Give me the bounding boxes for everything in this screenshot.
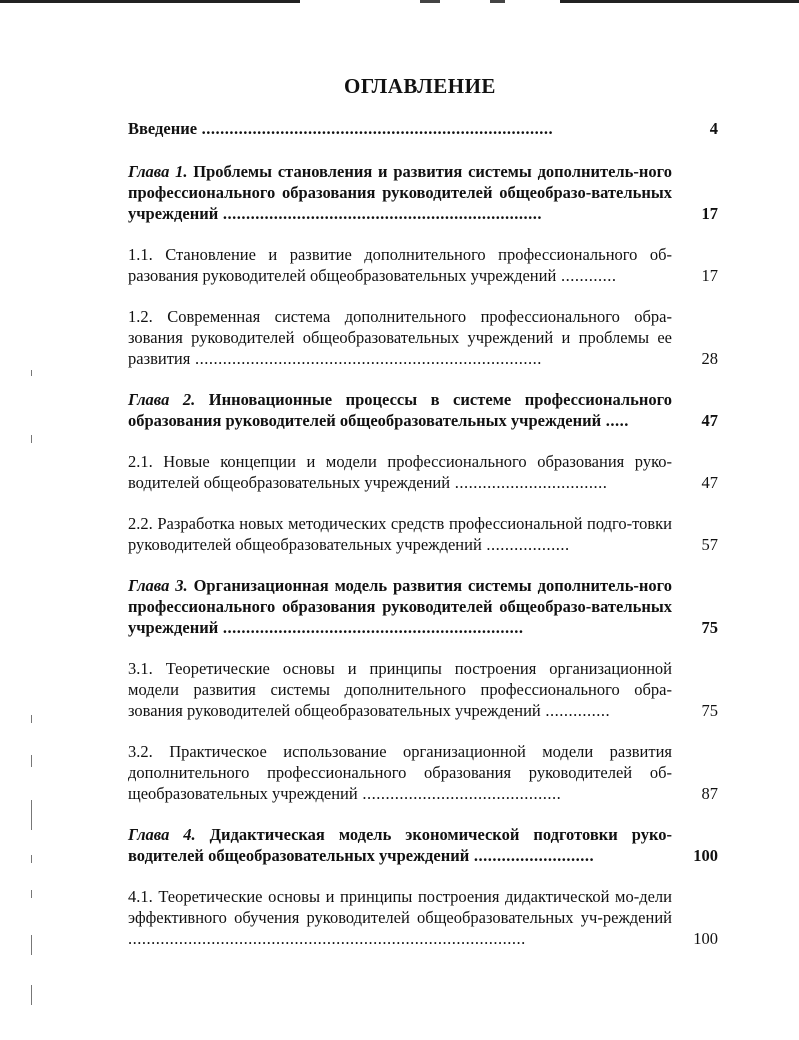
toc-entry-chapter-2[interactable] xyxy=(128,389,718,431)
toc-page-number: 28 xyxy=(701,349,718,368)
toc-leader-dots: ............ xyxy=(556,266,617,285)
toc-entry-text xyxy=(128,389,672,431)
toc-leader-dots: .............. xyxy=(540,701,611,720)
toc-entry-title: 3.1. Теоретические основы и принципы построения организационной модели развития системы дополнительного профессионального обра-зования руководителей общеобразовательных учреждений xyxy=(128,659,672,720)
toc-page-number: 75 xyxy=(701,618,718,637)
toc-entry-text xyxy=(128,886,672,949)
toc-entry-text xyxy=(128,161,672,224)
toc-entry-title: 4.1. Теоретические основы и принципы построения дидактической мо-дели эффективного обучения руководителей общеобразовательных уч-реждений xyxy=(128,887,672,927)
toc-entry-section-2-2[interactable] xyxy=(128,513,718,555)
toc-entry-text xyxy=(128,741,672,804)
toc-entry-text xyxy=(128,513,672,555)
toc-chapter-label: Глава 3. xyxy=(128,576,188,595)
toc-entry-section-3-1[interactable] xyxy=(128,658,718,721)
toc-entry-title: Проблемы становления и развития системы дополнитель-ного профессионального образования руководителей общеобразо-вательных учреждений xyxy=(128,162,672,223)
toc-page-number: 57 xyxy=(701,535,718,554)
toc-entry-text xyxy=(128,658,672,721)
toc-leader-dots: ................................. xyxy=(450,473,608,492)
toc-entry-chapter-3[interactable] xyxy=(128,575,718,638)
toc-leader-dots: .......................... xyxy=(469,846,595,865)
toc-entry-title: Инновационные процессы в системе профессионального образования руководителей общеобразовательных учреждений xyxy=(128,390,672,430)
toc-entry-title: 2.1. Новые концепции и модели профессионального образования руко-водителей общеобразовательных учреждений xyxy=(128,452,672,492)
toc-entry-title: Введение xyxy=(128,119,198,138)
toc-leader-dots: .................. xyxy=(481,535,570,554)
toc-entry-title: 2.2. Разработка новых методических средств профессиональной подго-товки руководителей общеобразовательных учреждений xyxy=(128,514,672,554)
toc-entry-title: 1.2. Современная система дополнительного профессионального обра-зования руководителей общеобразовательных учреждений и проблемы ее развития xyxy=(128,307,672,368)
toc-entry-section-2-1[interactable] xyxy=(128,451,718,493)
toc-leader-dots: ........................................... xyxy=(357,784,562,803)
toc-chapter-label: Глава 1. xyxy=(128,162,188,181)
toc-entry-text xyxy=(128,306,672,369)
scan-margin-specks xyxy=(28,360,36,1040)
toc-entry-section-1-2[interactable] xyxy=(128,306,718,369)
toc-entry-title: 1.1. Становление и развитие дополнительного профессионального об-разования руководителей общеобразовательных учреждений xyxy=(128,245,672,285)
toc-entry-text xyxy=(128,451,672,493)
page-title: ОГЛАВЛЕНИЕ xyxy=(344,74,496,98)
toc-chapter-label: Глава 4. xyxy=(128,825,196,844)
table-of-contents xyxy=(128,118,718,949)
toc-page-number: 87 xyxy=(701,784,718,803)
toc-leader-dots: ................................................................. xyxy=(218,618,524,637)
toc-page-number: 47 xyxy=(701,411,718,430)
toc-leader-dots: ............................................................................ xyxy=(197,119,554,138)
toc-entry-chapter-4[interactable] xyxy=(128,824,718,866)
toc-entry-text xyxy=(128,244,672,286)
toc-entry-section-1-1[interactable] xyxy=(128,244,718,286)
toc-entry-text xyxy=(128,575,672,638)
toc-page-number: 17 xyxy=(701,266,718,285)
toc-page-number: 17 xyxy=(701,204,718,223)
toc-entry-title: 3.2. Практическое использование организационной модели развития дополнительного профессионального образования руководителей об-щеобразовательных учреждений xyxy=(128,742,672,803)
toc-chapter-label: Глава 2. xyxy=(128,390,196,409)
toc-page-number: 75 xyxy=(701,701,718,720)
toc-entry-text xyxy=(128,118,672,139)
toc-page-number: 100 xyxy=(693,929,718,948)
scan-top-edge xyxy=(0,0,799,3)
toc-entry-text xyxy=(128,824,672,866)
toc-entry-introduction[interactable] xyxy=(128,118,718,139)
toc-entry-section-3-2[interactable] xyxy=(128,741,718,804)
toc-page-number: 4 xyxy=(709,119,718,138)
toc-entry-title: Организационная модель развития системы дополнитель-ного профессионального образования руководителей общеобразо-вательных учреждений xyxy=(128,576,672,637)
toc-leader-dots: ........................................................................... xyxy=(190,349,542,368)
toc-entry-title: Дидактическая модель экономической подготовки руко-водителей общеобразовательных учреждений xyxy=(128,825,672,865)
toc-page-number: 100 xyxy=(693,846,718,865)
toc-leader-dots: ...................................................................................... xyxy=(128,929,526,948)
toc-entry-chapter-1[interactable] xyxy=(128,161,718,224)
toc-entry-section-4-1[interactable] xyxy=(128,886,718,949)
toc-page-number: 47 xyxy=(701,473,718,492)
toc-leader-dots: ..... xyxy=(601,411,629,430)
toc-leader-dots: ..................................................................... xyxy=(218,204,542,223)
